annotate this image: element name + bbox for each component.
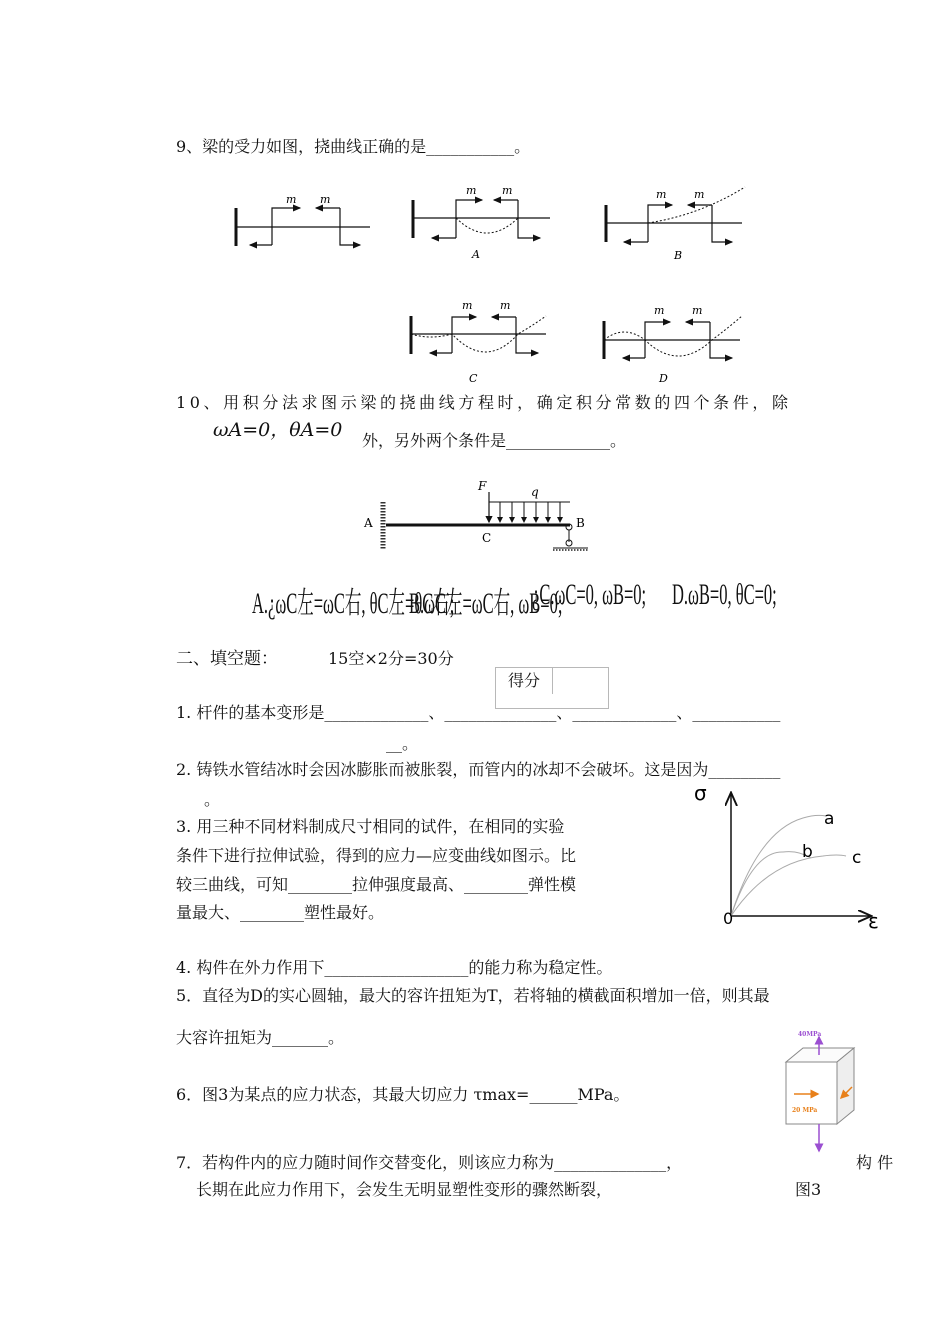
q9-option-d-label: D — [659, 372, 668, 385]
fill-q2-line1: 2. 铸铁水管结冰时会因冰膨胀而被胀裂，而管内的冰却不会破坏。这是因为_________ — [176, 760, 781, 779]
q10-line1: 10、用积分法求图示梁的挠曲线方程时，确定积分常数的四个条件，除 — [176, 393, 792, 412]
q9-figure-given — [236, 193, 370, 246]
q9-m-label: m — [286, 193, 297, 206]
svg-text:m: m — [694, 188, 705, 201]
fill-q6: 6．图3为某点的应力状态，其最大切应力 τmax=______MPa。 — [176, 1085, 630, 1104]
q9-option-c-label: C — [469, 372, 478, 385]
fill-q1-line2: __。 — [386, 734, 419, 753]
fill-q2-line2: 。 — [204, 790, 221, 809]
fig3-side-stress: 20 MPa — [792, 1107, 818, 1114]
fill-q4: 4. 构件在外力作用下__________________的能力称为稳定性。 — [176, 958, 613, 977]
q10-choice-b[interactable]: B.ωC左=ωC右, ωB=0; — [409, 587, 563, 620]
q10-choice-a[interactable]: A.¿ωC左=ωC右, θC左=θC右; — [252, 587, 455, 620]
q10-line2: 外，另外两个条件是_____________。 — [362, 431, 627, 450]
q10-given-conditions: ωA=0，θA=0 — [213, 419, 343, 441]
svg-text:m: m — [656, 188, 667, 201]
q9-option-a[interactable] — [413, 184, 550, 261]
fig3-stress-element — [770, 1024, 870, 1164]
svg-text:m: m — [466, 184, 477, 197]
q9-option-d[interactable] — [604, 304, 742, 385]
fig3-top-stress: 40MPa — [798, 1031, 822, 1038]
svg-text:m: m — [502, 184, 513, 197]
q9-text: 9、梁的受力如图，挠曲线正确的是___________。 — [176, 137, 531, 156]
y-axis-label: σ — [694, 781, 707, 805]
fill-q3-line3: 较三曲线，可知________拉伸强度最高、________弹性模 — [176, 875, 577, 894]
q10-label-b: B — [576, 516, 585, 530]
curve-b-label: b — [802, 842, 813, 862]
q10-label-c: C — [482, 531, 492, 545]
x-axis-label: ε — [868, 909, 879, 933]
fill-q1-line1: 1. 杆件的基本变形是_____________、______________、_____________、___________ — [176, 703, 781, 722]
fill-q7-right: 构 件 — [856, 1153, 894, 1172]
fig3-caption: 图3 — [795, 1180, 822, 1199]
q10-choice-d[interactable]: D.ωB=0, θC=0; — [672, 578, 777, 611]
section2-points: 15空×2分=30分 — [328, 649, 454, 668]
q9-beam-figures — [0, 0, 950, 400]
curve-c-label: c — [852, 848, 862, 868]
q10-label-q: q — [531, 485, 539, 499]
stress-strain-figure — [688, 776, 888, 936]
svg-text:m: m — [500, 299, 511, 312]
q10-choice-c[interactable]: ¿C.ωC=0, ωB=0; — [532, 578, 647, 611]
fill-q3-line1: 3. 用三种不同材料制成尺寸相同的试件，在相同的实验 — [176, 817, 565, 836]
q9-option-b[interactable] — [606, 187, 745, 262]
fill-q5-line1: 5．直径为D的实心圆轴，最大的容许扭矩为T，若将轴的横截面积增加一倍，则其最 — [176, 986, 770, 1005]
q9-m-label: m — [320, 193, 331, 206]
curve-a-label: a — [824, 809, 835, 829]
fill-q7-line1: 7．若构件内的应力随时间作交替变化，则该应力称为______________， — [176, 1153, 683, 1172]
fill-q7-line2: 长期在此应力作用下，会发生无明显塑性变形的骤然断裂， — [196, 1180, 613, 1199]
origin-label: 0 — [723, 909, 734, 928]
q9-option-a-label: A — [472, 248, 480, 261]
q10-label-f: F — [478, 479, 487, 493]
svg-text:m: m — [654, 304, 665, 317]
svg-text:m: m — [692, 304, 703, 317]
score-label: 得分 — [508, 671, 541, 690]
svg-text:m: m — [462, 299, 473, 312]
section2-title: 二、填空题： — [176, 649, 278, 669]
fill-q3-line4: 量最大、________塑性最好。 — [176, 903, 385, 922]
q10-beam-figure — [350, 470, 610, 560]
q9-option-c[interactable] — [411, 299, 546, 385]
q10-label-a: A — [364, 516, 373, 530]
fill-q5-line2: 大容许扭矩为_______。 — [176, 1028, 345, 1047]
fill-q3-line2: 条件下进行拉伸试验，得到的应力—应变曲线如图示。比 — [176, 846, 577, 865]
q9-option-b-label: B — [674, 249, 683, 262]
